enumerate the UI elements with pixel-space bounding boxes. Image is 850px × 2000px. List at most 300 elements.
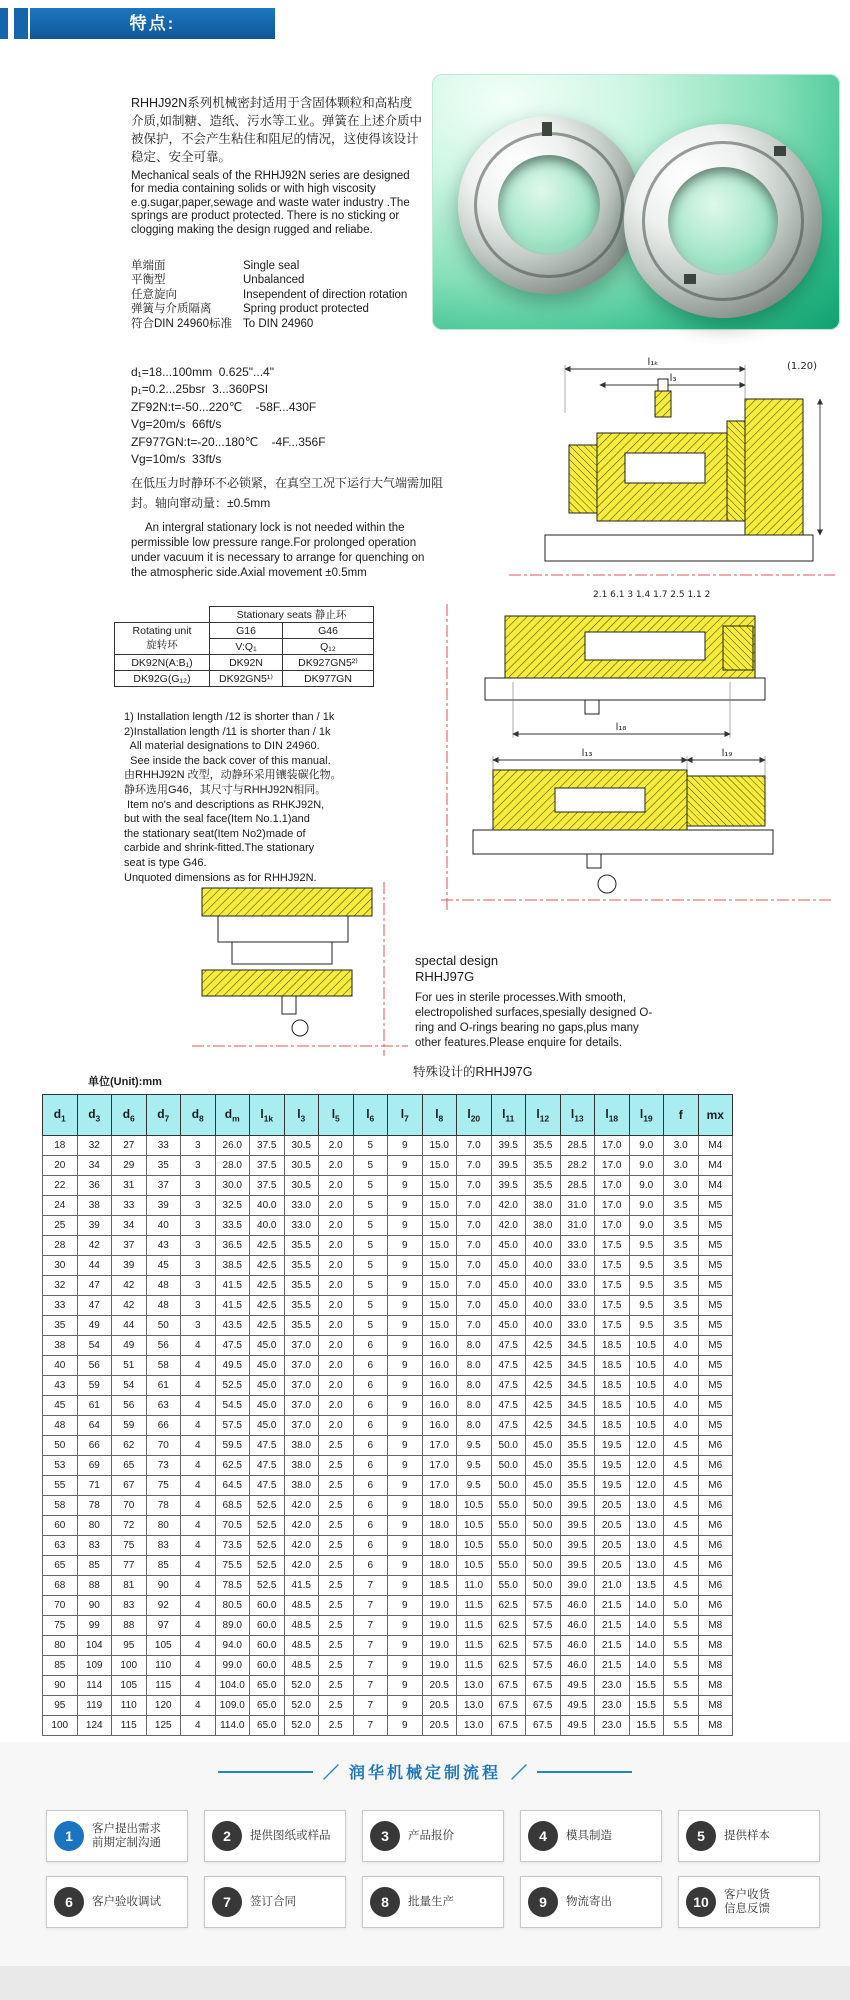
table-cell: 15.0 xyxy=(422,1296,457,1316)
table-cell: 3.5 xyxy=(664,1316,699,1336)
table-row xyxy=(43,1156,733,1176)
footnote-line: 静环选用G46，其尺寸与RHHJ92N相同。 xyxy=(124,783,327,796)
table-cell: 5 xyxy=(353,1156,388,1176)
seat-row-cell: DK92G(G₁₂) xyxy=(115,671,210,687)
table-cell: 65.0 xyxy=(250,1676,285,1696)
table-cell: 7.0 xyxy=(457,1276,492,1296)
table-cell: 4.0 xyxy=(664,1376,699,1396)
table-cell: 9.0 xyxy=(629,1136,664,1156)
table-cell: 67.5 xyxy=(526,1716,561,1736)
step-label xyxy=(250,1895,296,1909)
table-row xyxy=(43,1316,733,1336)
table-cell: 2.5 xyxy=(319,1516,354,1536)
table-cell: 75 xyxy=(43,1616,78,1636)
table-cell: 6 xyxy=(353,1376,388,1396)
table-cell: 38.0 xyxy=(526,1216,561,1236)
step-label-line: 信息反馈 xyxy=(724,1903,770,1915)
process-step xyxy=(520,1810,662,1862)
table-cell: 43 xyxy=(43,1376,78,1396)
table-cell: 95 xyxy=(112,1636,147,1656)
table-cell: M6 xyxy=(698,1596,733,1616)
column-header: $d_8$ xyxy=(181,1095,216,1136)
step-number-badge: 5 xyxy=(686,1821,716,1851)
table-cell: 42.0 xyxy=(284,1536,319,1556)
seat-q12: Q₁₂ xyxy=(283,639,374,655)
table-cell: 33.0 xyxy=(560,1296,595,1316)
table-cell: 9 xyxy=(388,1616,423,1636)
unit-label: 单位(Unit):mm xyxy=(88,1076,162,1088)
table-cell: 67.5 xyxy=(526,1696,561,1716)
table-cell: 45.0 xyxy=(526,1436,561,1456)
table-cell: 11.0 xyxy=(457,1576,492,1596)
table-cell: 10.5 xyxy=(629,1356,664,1376)
table-cell: 6 xyxy=(353,1456,388,1476)
table-cell: 46.0 xyxy=(560,1596,595,1616)
table-cell: M6 xyxy=(698,1536,733,1556)
table-cell: 44 xyxy=(112,1316,147,1336)
table-cell: 60.0 xyxy=(250,1656,285,1676)
table-cell: 42.0 xyxy=(284,1496,319,1516)
table-cell: 45.0 xyxy=(250,1416,285,1436)
table-cell: 19.0 xyxy=(422,1656,457,1676)
table-cell: 41.5 xyxy=(215,1276,250,1296)
table-cell: 37.0 xyxy=(284,1356,319,1376)
table-cell: 6 xyxy=(353,1496,388,1516)
table-cell: 50 xyxy=(146,1316,181,1336)
table-cell: 9.5 xyxy=(629,1256,664,1276)
table-cell: 8.0 xyxy=(457,1376,492,1396)
table-cell: 52.5 xyxy=(250,1576,285,1596)
table-cell: 6 xyxy=(353,1436,388,1456)
table-cell: 2.5 xyxy=(319,1656,354,1676)
table-cell: 35.5 xyxy=(526,1136,561,1156)
table-cell: 47.5 xyxy=(250,1436,285,1456)
table-cell: 14.0 xyxy=(629,1656,664,1676)
table-cell: 35.5 xyxy=(284,1236,319,1256)
table-cell: 57.5 xyxy=(215,1416,250,1436)
step-number-badge: 8 xyxy=(370,1887,400,1917)
table-cell: 27 xyxy=(112,1136,147,1156)
table-cell: 2.5 xyxy=(319,1716,354,1736)
table-cell: 5 xyxy=(353,1216,388,1236)
table-cell: 9 xyxy=(388,1576,423,1596)
table-cell: 42.5 xyxy=(526,1416,561,1436)
table-cell: 3 xyxy=(181,1276,216,1296)
table-cell: M5 xyxy=(698,1336,733,1356)
table-cell: 115 xyxy=(112,1716,147,1736)
table-cell: 33 xyxy=(146,1136,181,1156)
table-cell: 47.5 xyxy=(250,1476,285,1496)
table-cell: 4 xyxy=(181,1656,216,1676)
table-cell: 39.5 xyxy=(491,1156,526,1176)
table-cell: 23.0 xyxy=(595,1716,630,1736)
process-steps xyxy=(46,1810,820,1928)
table-cell: 55.0 xyxy=(491,1516,526,1536)
table-cell: 20.5 xyxy=(422,1716,457,1736)
table-cell: 9 xyxy=(388,1336,423,1356)
intro-en: Mechanical seals of the RHHJ92N series are designed for media containing solids or with high viscosity e.g.sugar,paper,sewage and waste water industry .The springs are product protected. There is no sticking or clogging making the design rugged and reliabe. xyxy=(131,170,410,236)
table-cell: 5.5 xyxy=(664,1696,699,1716)
table-cell: 68 xyxy=(43,1576,78,1596)
table-cell: 65.0 xyxy=(250,1716,285,1736)
feature-row xyxy=(131,302,436,316)
table-cell: 7.0 xyxy=(457,1136,492,1156)
table-cell: 43 xyxy=(146,1236,181,1256)
step-label-line: 客户收货 xyxy=(724,1889,770,1901)
footnote-line: 1) Installation length /12 is shorter than / 1k xyxy=(124,711,335,723)
seat-g16: G16 xyxy=(210,623,283,639)
table-cell: 4 xyxy=(181,1616,216,1636)
table-cell: 3.5 xyxy=(664,1216,699,1236)
table-cell: 30.5 xyxy=(284,1176,319,1196)
seat-combination-table xyxy=(114,606,374,687)
column-header: $l_{12}$ xyxy=(526,1095,561,1136)
table-cell: 9 xyxy=(388,1216,423,1236)
footnote-line: the stationary seat(Item No2)made of xyxy=(124,827,306,840)
table-cell: 18.0 xyxy=(422,1556,457,1576)
table-cell: 45 xyxy=(146,1256,181,1276)
table-cell: 40.0 xyxy=(526,1276,561,1296)
table-cell: 20.5 xyxy=(422,1676,457,1696)
feature-label-zh: 任意旋向 xyxy=(131,288,177,301)
table-cell: 17.5 xyxy=(595,1316,630,1336)
table-cell: 2.0 xyxy=(319,1136,354,1156)
table-cell: 7 xyxy=(353,1636,388,1656)
table-cell: 9.5 xyxy=(629,1296,664,1316)
table-cell: 48.5 xyxy=(284,1596,319,1616)
table-cell: 75 xyxy=(146,1476,181,1496)
table-cell: 49.5 xyxy=(560,1676,595,1696)
dim-label: l₁₃ xyxy=(581,748,593,759)
table-cell: 7.0 xyxy=(457,1196,492,1216)
step-label-line: 签订合同 xyxy=(250,1896,296,1908)
table-cell: 50.0 xyxy=(491,1456,526,1476)
table-cell: 9.0 xyxy=(629,1216,664,1236)
parameter-line: ZF92N:t=-50...220℃ -58F...430F xyxy=(131,399,317,414)
table-cell: 4 xyxy=(181,1476,216,1496)
ring-notch xyxy=(684,274,696,284)
seat-row-cell: DK92N(A:B₁) xyxy=(115,655,210,671)
process-step xyxy=(520,1876,662,1928)
ring-bore xyxy=(668,167,779,276)
table-row xyxy=(43,1416,733,1436)
table-cell: 38.0 xyxy=(284,1436,319,1456)
table-cell: 59 xyxy=(77,1376,112,1396)
step-label-line: 客户提出需求 xyxy=(92,1823,161,1835)
table-cell: 2.5 xyxy=(319,1576,354,1596)
table-cell: 97 xyxy=(146,1616,181,1636)
table-cell: 80 xyxy=(146,1516,181,1536)
table-cell: 15.0 xyxy=(422,1136,457,1156)
table-row xyxy=(43,1596,733,1616)
table-cell: 35.5 xyxy=(526,1156,561,1176)
table-row xyxy=(43,1476,733,1496)
table-cell: 50.0 xyxy=(526,1556,561,1576)
table-cell: 89.0 xyxy=(215,1616,250,1636)
table-cell: 32 xyxy=(43,1276,78,1296)
table-cell: 9 xyxy=(388,1236,423,1256)
technical-drawing-special xyxy=(188,878,413,1063)
table-cell: 55.0 xyxy=(491,1536,526,1556)
table-cell: 59.5 xyxy=(215,1436,250,1456)
table-cell: 7 xyxy=(353,1716,388,1736)
table-cell: 53 xyxy=(43,1456,78,1476)
table-cell: M6 xyxy=(698,1496,733,1516)
table-cell: 70 xyxy=(146,1436,181,1456)
table-cell: 110 xyxy=(112,1696,147,1716)
table-cell: 9.5 xyxy=(629,1276,664,1296)
table-cell: 23.0 xyxy=(595,1696,630,1716)
table-cell: 54 xyxy=(77,1336,112,1356)
table-cell: 105 xyxy=(112,1676,147,1696)
table-cell: 22 xyxy=(43,1176,78,1196)
table-cell: 31.0 xyxy=(560,1196,595,1216)
process-step xyxy=(204,1876,346,1928)
table-cell: 5 xyxy=(353,1276,388,1296)
table-row xyxy=(43,1396,733,1416)
ring-notch xyxy=(542,122,552,136)
table-cell: M8 xyxy=(698,1676,733,1696)
table-cell: 42.5 xyxy=(526,1356,561,1376)
dimension-table xyxy=(42,1094,733,1736)
table-cell: 33.0 xyxy=(284,1216,319,1236)
table-cell: 5 xyxy=(353,1296,388,1316)
table-cell: 46.0 xyxy=(560,1636,595,1656)
table-cell: 18.5 xyxy=(595,1416,630,1436)
table-cell: 58 xyxy=(146,1356,181,1376)
table-cell: 18.5 xyxy=(595,1336,630,1356)
table-cell: 48 xyxy=(43,1416,78,1436)
table-cell: 6 xyxy=(353,1396,388,1416)
table-cell: 9 xyxy=(388,1396,423,1416)
seat-footnotes xyxy=(124,710,342,885)
table-cell: 17.5 xyxy=(595,1296,630,1316)
table-cell: 51 xyxy=(112,1356,147,1376)
table-cell: 39.5 xyxy=(560,1516,595,1536)
table-cell: M5 xyxy=(698,1276,733,1296)
table-cell: 65.0 xyxy=(250,1696,285,1716)
table-cell: 37.0 xyxy=(284,1396,319,1416)
table-cell: 99 xyxy=(77,1616,112,1636)
table-cell: 19.5 xyxy=(595,1476,630,1496)
feature-list xyxy=(131,259,436,331)
table-cell: 11.5 xyxy=(457,1616,492,1636)
table-cell: 39 xyxy=(112,1256,147,1276)
table-cell: 33.0 xyxy=(560,1236,595,1256)
table-cell: 7 xyxy=(353,1616,388,1636)
table-cell: 7 xyxy=(353,1576,388,1596)
footnote-line: Item no's and descriptions as RHKJ92N, xyxy=(124,798,325,811)
table-cell: 25 xyxy=(43,1216,78,1236)
step-label xyxy=(408,1895,454,1909)
table-cell: 99.0 xyxy=(215,1656,250,1676)
table-cell: 7 xyxy=(353,1676,388,1696)
feature-label-zh: 符合DIN 24960标准 xyxy=(131,317,232,330)
step-label xyxy=(250,1829,331,1843)
table-cell: 73 xyxy=(146,1456,181,1476)
table-cell: 3.5 xyxy=(664,1276,699,1296)
table-row xyxy=(43,1436,733,1456)
table-cell: 4 xyxy=(181,1496,216,1516)
table-cell: 4.0 xyxy=(664,1356,699,1376)
table-cell: 64.5 xyxy=(215,1476,250,1496)
table-row xyxy=(43,1356,733,1376)
table-cell: 10.5 xyxy=(457,1536,492,1556)
table-cell: 28.5 xyxy=(560,1136,595,1156)
table-cell: 2.5 xyxy=(319,1456,354,1476)
table-cell: 2.0 xyxy=(319,1276,354,1296)
table-cell: M8 xyxy=(698,1696,733,1716)
table-cell: 9.5 xyxy=(457,1456,492,1476)
table-cell: 3 xyxy=(181,1316,216,1336)
table-cell: 15.5 xyxy=(629,1696,664,1716)
table-cell: 17.0 xyxy=(595,1176,630,1196)
column-header: f xyxy=(664,1095,699,1136)
table-cell: 5 xyxy=(353,1136,388,1156)
table-cell: 104 xyxy=(77,1636,112,1656)
page-title: 特点: xyxy=(30,8,275,39)
feature-row xyxy=(131,288,436,302)
table-cell: 6 xyxy=(353,1556,388,1576)
table-cell: 45.0 xyxy=(526,1456,561,1476)
special-body: For ues in sterile processes.With smooth, electropolished surfaces,spesially designed O-ring and O-rings bearing no gaps,plus many other features.Please enquire for details. xyxy=(415,992,653,1049)
table-cell: 120 xyxy=(146,1696,181,1716)
table-cell: 4 xyxy=(181,1356,216,1376)
table-cell: 39.5 xyxy=(491,1136,526,1156)
table-cell: 119 xyxy=(77,1696,112,1716)
table-cell: 52.5 xyxy=(250,1556,285,1576)
table-cell: 37.5 xyxy=(250,1156,285,1176)
table-cell: 4 xyxy=(181,1676,216,1696)
table-cell: 35.5 xyxy=(560,1456,595,1476)
column-header: $l_8$ xyxy=(422,1095,457,1136)
table-cell: 50.0 xyxy=(526,1496,561,1516)
table-cell: 5 xyxy=(353,1256,388,1276)
table-cell: 2.0 xyxy=(319,1376,354,1396)
table-cell: M8 xyxy=(698,1716,733,1736)
table-cell: 50.0 xyxy=(526,1576,561,1596)
table-cell: 2.5 xyxy=(319,1636,354,1656)
table-cell: 9 xyxy=(388,1536,423,1556)
table-cell: 4 xyxy=(181,1456,216,1476)
table-cell: 49 xyxy=(112,1336,147,1356)
rotating-unit-cell xyxy=(115,623,210,655)
table-row xyxy=(43,1696,733,1716)
slash-mark: ／ xyxy=(322,1765,339,1782)
table-cell: 95 xyxy=(43,1696,78,1716)
table-cell: 20.5 xyxy=(422,1696,457,1716)
table-cell: 4.5 xyxy=(664,1576,699,1596)
table-cell: 15.0 xyxy=(422,1256,457,1276)
table-cell: 4.5 xyxy=(664,1476,699,1496)
table-cell: 14.0 xyxy=(629,1596,664,1616)
table-cell: 47.5 xyxy=(491,1376,526,1396)
table-cell: 21.0 xyxy=(595,1576,630,1596)
table-row xyxy=(43,1716,733,1736)
table-cell: 29 xyxy=(112,1156,147,1176)
table-cell: 2.0 xyxy=(319,1176,354,1196)
feature-label-en: Spring product protected xyxy=(243,303,369,316)
table-cell: 33.0 xyxy=(560,1256,595,1276)
table-cell: 37.0 xyxy=(284,1336,319,1356)
table-cell: 3 xyxy=(181,1296,216,1316)
table-cell: 35.5 xyxy=(284,1276,319,1296)
table-cell: 7.0 xyxy=(457,1236,492,1256)
table-cell: 16.0 xyxy=(422,1376,457,1396)
table-cell: 9 xyxy=(388,1356,423,1376)
table-cell: 4 xyxy=(181,1516,216,1536)
table-cell: 9 xyxy=(388,1476,423,1496)
table-cell: 34.5 xyxy=(560,1416,595,1436)
table-cell: 38.0 xyxy=(284,1476,319,1496)
table-cell: 48.5 xyxy=(284,1636,319,1656)
table-cell: 61 xyxy=(77,1396,112,1416)
table-cell: 57.5 xyxy=(526,1636,561,1656)
table-cell: 42 xyxy=(77,1236,112,1256)
table-cell: 30.5 xyxy=(284,1156,319,1176)
table-cell: 4.0 xyxy=(664,1336,699,1356)
table-cell: 46.0 xyxy=(560,1656,595,1676)
table-cell: 72 xyxy=(112,1516,147,1536)
table-cell: 15.0 xyxy=(422,1276,457,1296)
table-cell: 20 xyxy=(43,1156,78,1176)
column-header: $l_5$ xyxy=(319,1095,354,1136)
table-cell: 47 xyxy=(77,1276,112,1296)
table-cell: 9 xyxy=(388,1516,423,1536)
table-cell: 18.0 xyxy=(422,1536,457,1556)
table-cell: 45.0 xyxy=(250,1376,285,1396)
table-cell: 109 xyxy=(77,1656,112,1676)
table-cell: 28.5 xyxy=(560,1176,595,1196)
dim-label: (1.20) xyxy=(787,361,818,372)
table-cell: 42.0 xyxy=(491,1216,526,1236)
table-cell: 11.5 xyxy=(457,1636,492,1656)
table-cell: 15.5 xyxy=(629,1716,664,1736)
table-cell: 42 xyxy=(112,1296,147,1316)
rotating-unit-en: Rotating unit xyxy=(132,625,192,637)
process-step xyxy=(46,1876,188,1928)
table-cell: 125 xyxy=(146,1716,181,1736)
table-cell: 80 xyxy=(77,1516,112,1536)
table-cell: 9.5 xyxy=(457,1436,492,1456)
table-cell: 4 xyxy=(181,1416,216,1436)
table-cell: 4 xyxy=(181,1576,216,1596)
item-numbers: 2.1 6.1 3 1.4 1.7 2.5 1.1 2 xyxy=(593,590,711,600)
table-cell: 85 xyxy=(77,1556,112,1576)
table-cell: 10.5 xyxy=(629,1396,664,1416)
step-number-badge: 6 xyxy=(54,1887,84,1917)
table-cell: 7.0 xyxy=(457,1156,492,1176)
table-cell: 124 xyxy=(77,1716,112,1736)
table-cell: 7.0 xyxy=(457,1316,492,1336)
table-cell: 104.0 xyxy=(215,1676,250,1696)
table-cell: 45.0 xyxy=(250,1336,285,1356)
table-cell: 32.5 xyxy=(215,1196,250,1216)
table-cell: 9 xyxy=(388,1656,423,1676)
table-cell: 47.5 xyxy=(491,1356,526,1376)
table-cell: 16.0 xyxy=(422,1336,457,1356)
table-cell: 62.5 xyxy=(491,1636,526,1656)
table-cell: 42.5 xyxy=(526,1396,561,1416)
table-cell: 50.0 xyxy=(491,1436,526,1456)
table-cell: 3.0 xyxy=(664,1136,699,1156)
table-cell: 83 xyxy=(77,1536,112,1556)
table-cell: 4 xyxy=(181,1376,216,1396)
table-cell: 67.5 xyxy=(491,1696,526,1716)
table-cell: 52.5 xyxy=(215,1376,250,1396)
table-cell: M5 xyxy=(698,1256,733,1276)
table-cell: 67.5 xyxy=(491,1676,526,1696)
